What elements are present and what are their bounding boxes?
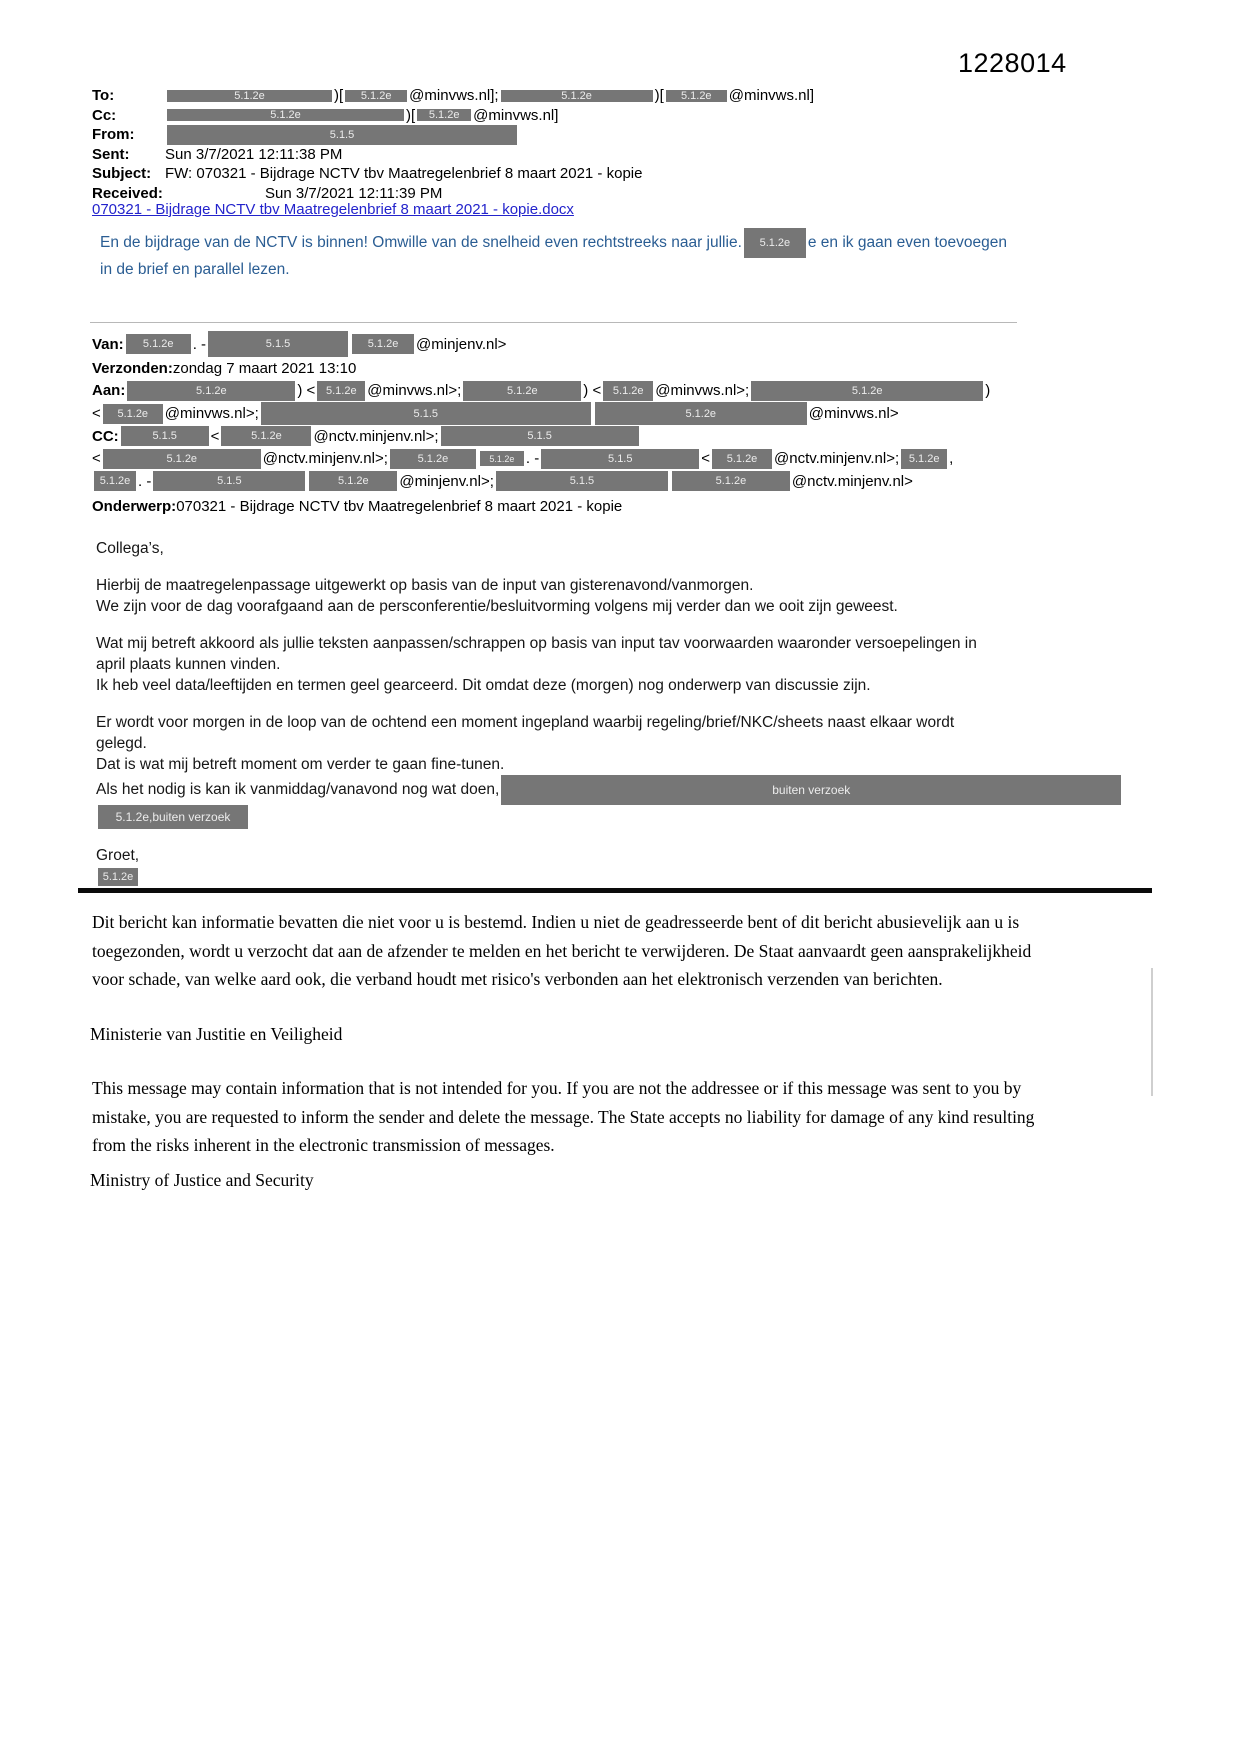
redaction-buiten-verzoek: buiten verzoek bbox=[501, 775, 1121, 805]
text-segment: Collega’s, bbox=[96, 539, 164, 557]
redaction-5.1.5: 5.1.5 bbox=[153, 471, 305, 491]
text-segment: FW: 070321 - Bijdrage NCTV tbv Maatregelenbrief 8 maart 2021 - kopie bbox=[165, 165, 643, 183]
redaction-5.1.2e: 5.1.2e bbox=[712, 449, 772, 469]
text-segment: Ik heb veel data/leeftijden en termen geel gearceerd. Dit omdat deze (morgen) nog onderwerp van discussie zijn. bbox=[96, 676, 871, 694]
text-segment: ) < bbox=[297, 382, 316, 400]
text-segment: @minvws.nl]; bbox=[409, 87, 499, 105]
redaction-5.1.5: 5.1.5 bbox=[167, 125, 517, 145]
header-value-sent bbox=[165, 146, 342, 163]
text-segment: e en ik gaan even toevoegen bbox=[807, 233, 1007, 251]
disclaimer-dutch: Dit bericht kan informatie bevatten die niet voor u is bestemd. Indien u niet de geadresseerde bent of dit bericht abusievelijk aan u is toegezonden, wordt u verzocht dat aan de afzender te melden en het bericht te verwijderen. De Staat aanvaardt geen aansprakelijkheid voor schade, van welke aard ook, die verband houdt met risico's verbonden aan het elektronisch verzenden van berichten. bbox=[92, 912, 1032, 989]
text-segment: @nctv.minjenv.nl> bbox=[791, 472, 913, 490]
redaction-5.1.2e: 5.1.2e bbox=[595, 402, 807, 425]
text-segment: @nctv.minjenv.nl>; bbox=[774, 450, 900, 468]
redaction-5.1.2e: 5.1.2e bbox=[94, 471, 136, 491]
text-line bbox=[96, 712, 1123, 733]
header-value-received bbox=[165, 185, 442, 202]
text-line bbox=[96, 596, 1123, 617]
header-value-subject bbox=[165, 165, 642, 182]
text-line bbox=[96, 754, 1123, 775]
redaction-5.1.2e: 5.1.2e bbox=[352, 334, 414, 354]
ministry-name-english: Ministry of Justice and Security bbox=[90, 1170, 314, 1190]
redaction-5.1.2e: 5.1.2e bbox=[309, 471, 397, 491]
header-row-cc bbox=[92, 106, 814, 126]
text-line bbox=[92, 331, 990, 357]
text-segment: Groet, bbox=[96, 846, 140, 864]
text-segment: @minvws.nl>; bbox=[164, 405, 259, 422]
redaction-5.1.2e: 5.1.2e bbox=[127, 381, 295, 401]
text-segment: @minvws.nl] bbox=[473, 106, 559, 124]
footer-divider bbox=[78, 888, 1152, 893]
text-line bbox=[96, 733, 1123, 754]
body-paragraph bbox=[96, 712, 1123, 829]
text-segment: @minvws.nl] bbox=[728, 87, 815, 105]
redaction-5.1.2e: 5.1.2e bbox=[317, 381, 365, 401]
header-value-cc bbox=[165, 107, 558, 124]
text-segment: Hierbij de maatregelenpassage uitgewerkt op basis van de input van gisterenavond/vanmorgen. bbox=[96, 576, 754, 594]
text-segment: )[ bbox=[334, 87, 344, 105]
header-label-subject: Subject: bbox=[92, 165, 152, 183]
redaction-5.1.2e: 5.1.2e bbox=[167, 90, 332, 102]
text-segment: @minjenv.nl>; bbox=[399, 472, 494, 490]
redaction-5.1.2e: 5.1.2e bbox=[672, 471, 790, 491]
text-line bbox=[96, 805, 1123, 829]
redaction-5.1.2e: 5.1.2e bbox=[345, 90, 407, 102]
text-line bbox=[96, 575, 1123, 596]
email-header bbox=[92, 86, 814, 203]
field-label: CC: bbox=[92, 427, 119, 445]
ministry-name-dutch: Ministerie van Justitie en Veiligheid bbox=[90, 1024, 343, 1044]
text-line bbox=[96, 866, 1123, 887]
field-label: Onderwerp: bbox=[92, 498, 177, 516]
redaction-5.1.5: 5.1.5 bbox=[208, 331, 348, 357]
text-segment: Als het nodig is kan ik vanmiddag/vanavond nog wat doen, bbox=[96, 781, 500, 798]
text-segment: Dat is wat mij betreft moment om verder te gaan fine-tunen. bbox=[96, 755, 505, 773]
quoted-divider bbox=[90, 322, 1017, 323]
text-segment: Sun 3/7/2021 12:11:38 PM bbox=[165, 145, 343, 163]
header-value-to bbox=[165, 87, 814, 104]
redaction-5.1.2e: 5.1.2e bbox=[221, 426, 311, 446]
redaction-5.1.2e: 5.1.2e bbox=[167, 109, 404, 121]
text-line bbox=[96, 633, 1123, 654]
text-line bbox=[96, 654, 1123, 675]
body-paragraph bbox=[96, 538, 1123, 559]
redaction-5.1.2e: 5.1.2e bbox=[480, 451, 524, 466]
redaction-5.1.2e: 5.1.2e bbox=[103, 404, 163, 424]
text-segment: , bbox=[949, 450, 954, 468]
redaction-5.1.2e: 5.1.2e bbox=[417, 109, 471, 121]
redaction-5.1.2e: 5.1.2e bbox=[744, 228, 806, 258]
text-segment: ) < bbox=[583, 382, 602, 400]
text-segment: @nctv.minjenv.nl>; bbox=[262, 450, 388, 468]
text-segment: . - bbox=[525, 450, 540, 468]
spacer bbox=[165, 193, 265, 194]
body-paragraph bbox=[96, 633, 1123, 696]
text-line bbox=[92, 425, 990, 448]
text-segment: . - bbox=[138, 472, 152, 490]
text-segment: ) bbox=[985, 382, 991, 400]
text-segment: 070321 - Bijdrage NCTV tbv Maatregelenbrief 8 maart 2021 - kopie bbox=[176, 498, 623, 516]
text-segment: gelegd. bbox=[96, 734, 147, 752]
text-segment: . - bbox=[192, 335, 207, 353]
scrollbar-remnant bbox=[1151, 968, 1153, 1096]
text-line bbox=[100, 256, 1030, 283]
intro-note bbox=[100, 229, 1030, 283]
redaction-5.1.2e: 5.1.2e bbox=[126, 334, 191, 354]
text-segment: Sun 3/7/2021 12:11:39 PM bbox=[265, 184, 443, 202]
text-segment: april plaats kunnen vinden. bbox=[96, 655, 281, 673]
quoted-email-header bbox=[92, 331, 990, 518]
text-line bbox=[92, 470, 990, 493]
text-segment: < bbox=[92, 405, 101, 422]
attachment-link[interactable]: 070321 - Bijdrage NCTV tbv Maatregelenbrief 8 maart 2021 - kopie.docx bbox=[92, 201, 574, 218]
header-value-from bbox=[165, 125, 519, 145]
redaction-5.1.2e: 5.1.2e bbox=[603, 381, 653, 401]
text-segment: @nctv.minjenv.nl>; bbox=[313, 427, 439, 445]
text-line bbox=[100, 229, 1030, 256]
text-line bbox=[92, 448, 990, 471]
redaction-5.1.5: 5.1.5 bbox=[261, 402, 591, 425]
text-segment: @minvws.nl>; bbox=[655, 382, 750, 400]
body-paragraph bbox=[96, 845, 1123, 887]
text-segment: We zijn voor de dag voorafgaand aan de persconferentie/besluitvorming volgens mij verder dan we ooit zijn geweest. bbox=[96, 597, 898, 615]
text-line bbox=[96, 775, 1123, 805]
text-line bbox=[96, 675, 1123, 696]
header-label-to: To: bbox=[92, 87, 115, 105]
document-number: 1228014 bbox=[958, 48, 1067, 78]
redaction-5.1.2e: 5.1.2e bbox=[901, 449, 947, 469]
header-row-subject bbox=[92, 164, 814, 184]
header-label-from: From: bbox=[92, 126, 135, 144]
field-label: Van: bbox=[92, 335, 124, 353]
email-body bbox=[96, 538, 1123, 903]
body-paragraph bbox=[96, 575, 1123, 617]
text-segment: @minvws.nl>; bbox=[367, 382, 462, 400]
text-segment: Er wordt voor morgen in de loop van de ochtend een moment ingepland waarbij regeling/brief/NKC/sheets naast elkaar wordt bbox=[96, 713, 955, 731]
redaction-5.1.2e: 5.1.2e bbox=[666, 90, 727, 102]
redaction-5.1.2e: 5.1.2e bbox=[501, 90, 653, 102]
text-segment: En de bijdrage van de NCTV is binnen! Omwille van de snelheid even rechtstreeks naar jullie. bbox=[100, 233, 742, 251]
redaction-5.1.2e-buiten-verzoek: 5.1.2e,buiten verzoek bbox=[98, 805, 248, 829]
text-segment: @minjenv.nl> bbox=[416, 335, 507, 353]
text-line bbox=[92, 380, 990, 403]
text-segment: Wat mij betreft akkoord als jullie teksten aanpassen/schrappen op basis van input tav voorwaarden waaronder versoepelingen in bbox=[96, 634, 977, 652]
text-segment: < bbox=[701, 450, 711, 468]
text-line bbox=[96, 845, 1123, 866]
header-label-cc: Cc: bbox=[92, 106, 117, 124]
field-label: Aan: bbox=[92, 382, 126, 400]
text-segment: @minvws.nl> bbox=[808, 405, 899, 422]
redaction-5.1.2e: 5.1.2e bbox=[463, 381, 581, 401]
redaction-5.1.5: 5.1.5 bbox=[496, 471, 668, 491]
text-line bbox=[92, 402, 990, 425]
header-label-sent: Sent: bbox=[92, 145, 130, 163]
text-line bbox=[96, 538, 1123, 559]
redaction-5.1.5: 5.1.5 bbox=[441, 426, 639, 446]
header-row-from bbox=[92, 125, 814, 145]
text-line bbox=[92, 496, 990, 519]
text-segment: )[ bbox=[406, 106, 416, 124]
redaction-5.1.5: 5.1.5 bbox=[121, 426, 209, 446]
disclaimer-english: This message may contain information that is not intended for you. If you are not the addressee or if this message was sent to you by mistake, you are requested to inform the sender and delete the message. The State accepts no liability for damage of any kind resulting from the risks inherent in the electronic transmission of messages. bbox=[92, 1078, 1035, 1155]
field-label: Verzonden: bbox=[92, 359, 173, 377]
redaction-5.1.2e: 5.1.2e bbox=[751, 381, 983, 401]
text-segment: zondag 7 maart 2021 13:10 bbox=[172, 359, 357, 377]
redaction-5.1.2e: 5.1.2e bbox=[390, 449, 476, 469]
header-row-to bbox=[92, 86, 814, 106]
redaction-5.1.2e: 5.1.2e bbox=[98, 868, 138, 886]
text-segment: in de brief en parallel lezen. bbox=[100, 260, 290, 278]
text-line bbox=[92, 357, 990, 380]
text-segment: )[ bbox=[654, 87, 664, 105]
redaction-5.1.2e: 5.1.2e bbox=[103, 449, 261, 469]
header-row-sent bbox=[92, 145, 814, 165]
redaction-5.1.5: 5.1.5 bbox=[541, 449, 699, 469]
text-segment: < bbox=[210, 427, 220, 445]
text-segment: < bbox=[92, 450, 101, 468]
header-label-received: Received: bbox=[92, 184, 163, 202]
